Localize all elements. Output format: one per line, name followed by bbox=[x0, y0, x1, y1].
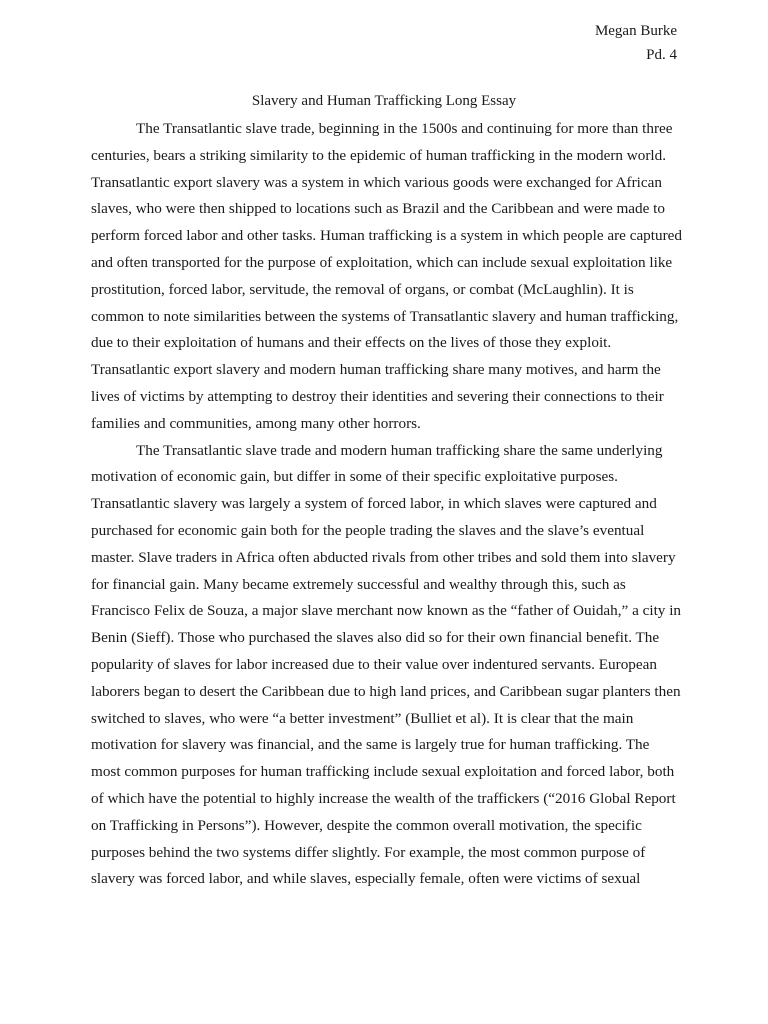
paragraph-line: motivation of economic gain, but differ in some of their specific exploitative purposes. bbox=[91, 468, 618, 486]
paragraph-line: motivation for slavery was financial, and the same is largely true for human trafficking. The bbox=[91, 736, 650, 754]
paragraph-line: and often transported for the purpose of exploitation, which can include sexual exploitation like bbox=[91, 253, 673, 271]
paragraph-line: common to note similarities between the systems of Transatlantic slavery and human trafficking, bbox=[91, 307, 679, 325]
paragraph-line: Transatlantic slavery was largely a system of forced labor, in which slaves were captured and bbox=[91, 495, 657, 513]
author-name: Megan Burke bbox=[594, 23, 677, 39]
paragraph-line: Francisco Felix de Souza, a major slave merchant now known as the “father of Ouidah,” a city in bbox=[91, 602, 682, 620]
paragraph-line: of which have the potential to highly increase the wealth of the traffickers (“2016 Global Report bbox=[91, 789, 676, 807]
paragraph-line: The Transatlantic slave trade and modern human trafficking share the same underlying bbox=[136, 441, 663, 459]
paragraph-line: laborers began to desert the Caribbean due to high land prices, and Caribbean sugar planters then bbox=[91, 682, 681, 700]
class-period: Pd. 4 bbox=[646, 47, 677, 63]
paragraph-1 bbox=[91, 116, 681, 438]
paragraph-line: perform forced labor and other tasks. Human trafficking is a system in which people are captured bbox=[91, 227, 682, 245]
paragraph-line: centuries, bears a striking similarity to the epidemic of human trafficking in the modern world. bbox=[91, 146, 667, 164]
paragraph-line: purchased for economic gain both for the people trading the slaves and the slave’s eventual bbox=[91, 521, 645, 539]
paragraph-line: Transatlantic export slavery and modern human trafficking share many motives, and harm the bbox=[91, 361, 661, 379]
paragraph-line: switched to slaves, who were “a better investment” (Bulliet et al). It is clear that the main bbox=[91, 709, 634, 727]
paragraph-line: most common purposes for human trafficking include sexual exploitation and forced labor, both bbox=[91, 763, 675, 781]
paragraph-line: Benin (Sieff). Those who purchased the slaves also did so for their own financial benefit. The bbox=[91, 629, 660, 647]
paragraph-line: for financial gain. Many became extremely successful and wealthy through this, such as bbox=[91, 575, 626, 593]
paragraph-line: The Transatlantic slave trade, beginning in the 1500s and continuing for more than three bbox=[136, 120, 673, 137]
paragraph-line: slaves, who were then shipped to locations such as Brazil and the Caribbean and were made to bbox=[91, 200, 665, 218]
paragraph-2 bbox=[91, 438, 681, 894]
header-block bbox=[595, 19, 677, 67]
paragraph-line: Transatlantic export slavery was a system in which various goods were exchanged for African bbox=[91, 173, 662, 191]
paragraph-line: lives of victims by attempting to destroy their identities and severing their connections to their bbox=[91, 387, 664, 405]
paragraph-line: prostitution, forced labor, servitude, the removal of organs, or combat (McLaughlin). It is bbox=[91, 280, 634, 298]
essay-body bbox=[91, 116, 681, 893]
paragraph-line: purposes behind the two systems differ slightly. For example, the most common purpose of bbox=[91, 843, 646, 861]
essay-title: Slavery and Human Trafficking Long Essay bbox=[251, 93, 517, 109]
paragraph-line: master. Slave traders in Africa often abducted rivals from other tribes and sold them into slavery bbox=[91, 548, 676, 566]
paragraph-line: slavery was forced labor, and while slaves, especially female, often were victims of sexual bbox=[91, 870, 641, 888]
paragraph-line: families and communities, among many other horrors. bbox=[91, 414, 421, 432]
paragraph-line: popularity of slaves for labor increased due to their value over indentured servants. European bbox=[91, 655, 657, 673]
paragraph-line: due to their exploitation of humans and their effects on the lives of those they exploit. bbox=[91, 334, 612, 352]
paragraph-line: on Trafficking in Persons”). However, despite the common overall motivation, the specific bbox=[91, 816, 642, 834]
